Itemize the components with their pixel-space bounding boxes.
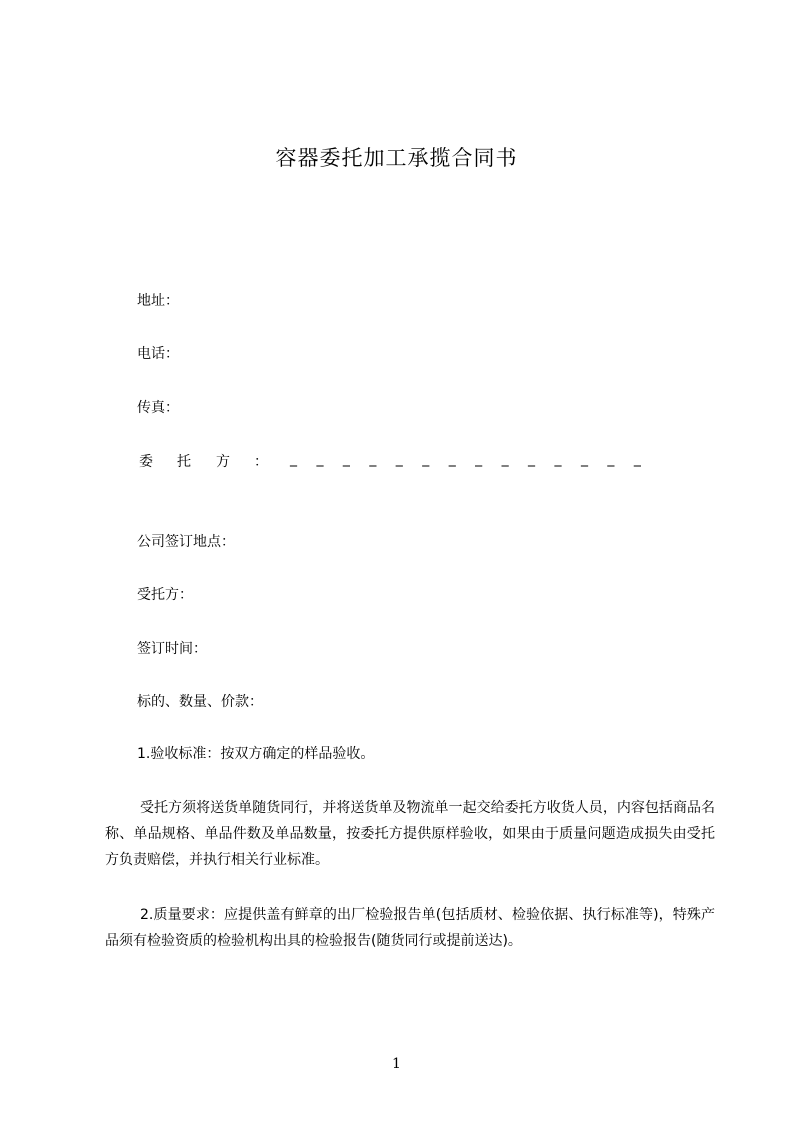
trustee-label: 受托方： (137, 587, 193, 603)
signing-place-label: 公司签订地点： (137, 534, 235, 550)
phone-label: 电话： (137, 346, 179, 362)
address-label: 地址： (137, 293, 179, 309)
page-number: 1 (392, 1056, 401, 1072)
delegator-blank-line: _ _ _ _ _ _ _ _ _ _ _ _ _ _ (290, 451, 641, 467)
delegator-char: 委 (139, 454, 153, 470)
acceptance-heading: 1.验收标准：按双方确定的样品验收。 (137, 746, 375, 762)
delegator-char: 方 (216, 454, 230, 470)
document-title: 容器委托加工承揽合同书 (275, 146, 518, 170)
acceptance-body: 受托方须将送货单随货同行，并将送货单及物流单一起交给委托方收货人员，内容包括商品名称、单品规格、单品件数及单品数量，按委托方提供原样验收，如果由于质量问题造成损失由受托方负责赔偿，并执行相关行业标准。 (105, 800, 715, 868)
quality-clause: 2.质量要求：应提供盖有鲜章的出厂检验报告单(包括质材、检验依据、执行标准等)，特殊产品须有检验资质的检验机构出具的检验报告(随货同行或提前送达)。 (105, 907, 715, 949)
signing-time-label: 签订时间： (137, 641, 207, 657)
fax-label: 传真： (137, 400, 179, 416)
delegator-char: ： (254, 454, 268, 470)
delegator-char: 托 (177, 454, 191, 470)
subject-label: 标的、数量、价款： (137, 694, 263, 710)
